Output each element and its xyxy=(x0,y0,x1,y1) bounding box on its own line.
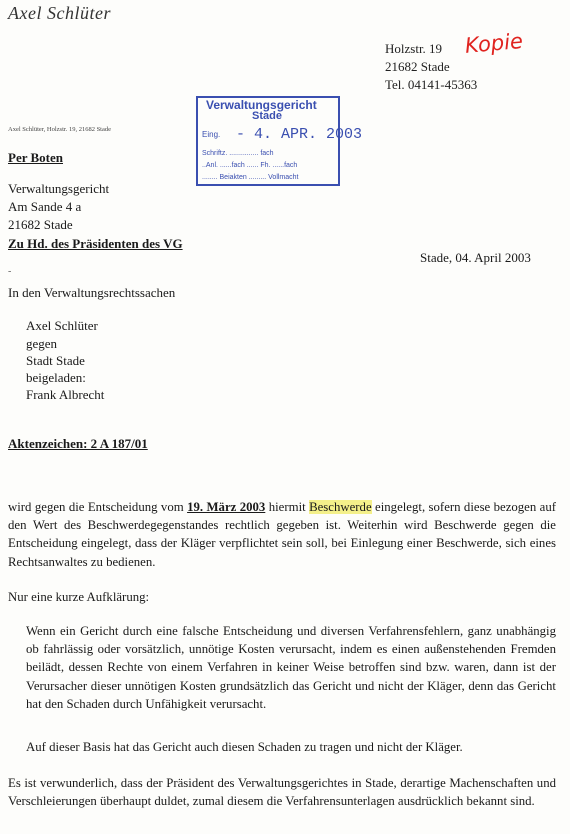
sender-phone: Tel. 04141-45363 xyxy=(385,77,478,92)
intro-line: In den Verwaltungsrechtssachen xyxy=(8,285,176,300)
stamp-court-name: Verwaltungsgericht xyxy=(206,98,317,112)
court-received-stamp xyxy=(196,96,363,186)
decision-date: 19. März 2003 xyxy=(187,500,266,514)
stamp-row-beiakten: ........ Beiakten ......... Vollmacht xyxy=(202,174,299,181)
stamp-date: - 4. APR. 2003 xyxy=(236,126,363,143)
dash-mark: - xyxy=(8,266,12,277)
letter-date: Stade, 04. April 2003 xyxy=(420,250,531,265)
sender-city: 21682 Stade xyxy=(385,59,450,74)
body-paragraph-5: Es ist verwunderlich, dass der Präsident des Verwaltungsgerichtes in Stade, derartige Machenschaften und Verschleierungen überhaupt duldet, zumal diesem die Verfahrensunterlagen ausdrücklich bekannt sind. xyxy=(8,776,556,809)
body-paragraph-1: wird gegen die Entscheidung vom 19. März 2003 hiermit Beschwerde eingelegt, sofern diese bezogen auf den Wert des Beschwerdegegenstandes rechtlich gegeben ist. Weiterhin wird Beschwerde gegen die Entscheidung eingelegt, dass der Kläger verpflichtet sein soll, bei Einlegung einer Beschwerde, sich eines Rechtsanwaltes zu bedienen. xyxy=(8,500,557,569)
stamp-row-anl: ..Anl. ......fach ...... Fh. ......fach xyxy=(202,162,298,169)
sender-street: Holzstr. 19 xyxy=(385,41,443,56)
sender-name: Axel Schlüter xyxy=(8,3,111,23)
party-beigeladen: Frank Albrecht xyxy=(26,387,105,402)
body-paragraph-2: Nur eine kurze Aufklärung: xyxy=(8,590,150,604)
party-defendant: Stadt Stade xyxy=(26,353,85,368)
recipient-city: 21682 Stade xyxy=(8,217,73,232)
stamp-eing-label: Eing. xyxy=(202,130,221,139)
body-paragraph-4: Auf dieser Basis hat das Gericht auch diesen Schaden zu tragen und nicht der Kläger. xyxy=(26,740,463,754)
kopie-handwritten-mark: Kopie xyxy=(464,28,524,58)
stamp-row-schriftz: Schriftz. ............... fach xyxy=(202,150,274,157)
recipient-attention: Zu Hd. des Präsidenten des VG xyxy=(8,236,183,251)
party-plaintiff: Axel Schlüter xyxy=(26,318,98,333)
recipient-name: Verwaltungsgericht xyxy=(8,181,110,196)
party-beigeladen-label: beigeladen: xyxy=(26,370,86,385)
body-paragraph-3: Wenn ein Gericht durch eine falsche Entscheidung und diversen Verfahrensfehlern, ganz unabhängig ob fahrlässig oder vorsätzlich, unnötige Kosten verursacht, indem es einen außenstehenden Fremden beilädt, dessen Rechte von einem Verfahren in keiner Weise betroffen sind bzw. waren, dann ist der Verursacher dieser unnötigen Kosten grundsätzlich das Gericht und nicht der Kläger, denn das Gericht hat den Schaden durch Unfähigkeit verursacht. xyxy=(26,624,556,711)
recipient-street: Am Sande 4 a xyxy=(8,199,82,214)
case-number: Aktenzeichen: 2 A 187/01 xyxy=(8,436,148,451)
highlighted-beschwerde: Beschwerde xyxy=(309,500,372,514)
party-versus: gegen xyxy=(26,336,58,351)
stamp-city: Stade xyxy=(252,110,282,122)
return-address-line: Axel Schlüter, Holzstr. 19, 21682 Stade xyxy=(8,126,112,133)
delivery-method: Per Boten xyxy=(8,150,63,165)
